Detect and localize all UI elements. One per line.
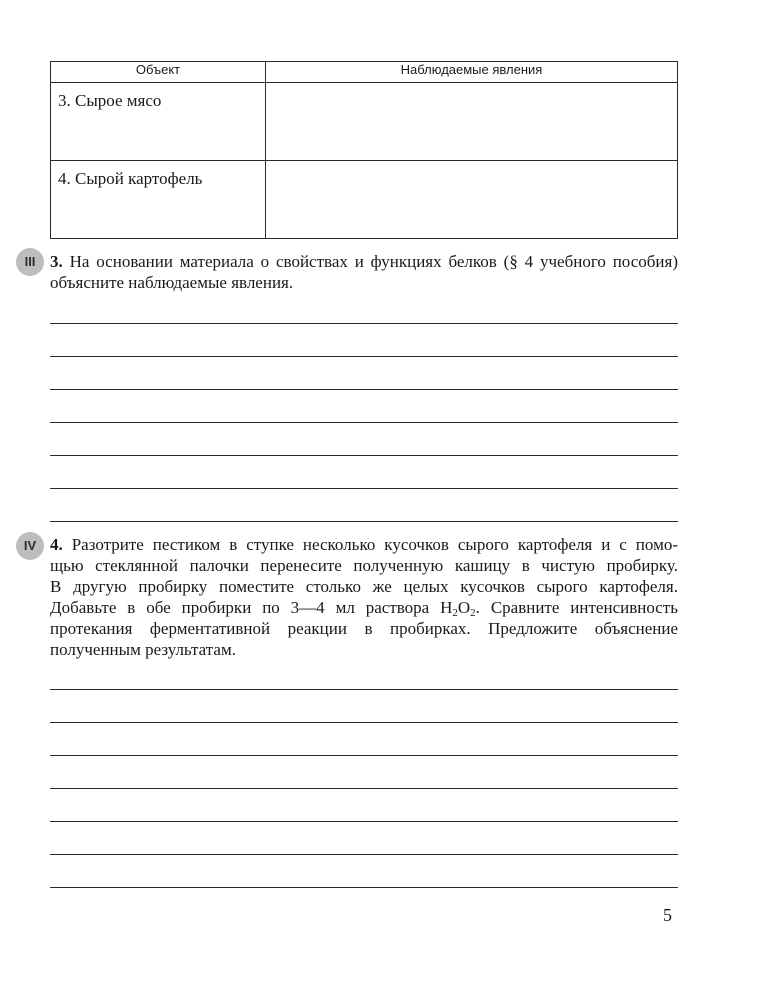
task-4-line-6: полученным результатам. xyxy=(50,640,236,659)
task-4-line-2: щью стеклянной палочки перенесите полученную кашицу в чистую пробирку. xyxy=(50,556,678,575)
column-header-object: Объект xyxy=(51,62,266,83)
answer-line[interactable] xyxy=(50,356,678,357)
answer-line[interactable] xyxy=(50,821,678,822)
task-4-line-4: Добавьте в обе пробирки по 3—4 мл раствора $H_2O_2$. Сравните интенсивность xyxy=(50,598,678,619)
observation-table xyxy=(50,61,678,239)
task-3-line-1: 3. На основании материала о свойствах и функциях белков (§ 4 учебного пособия) xyxy=(50,252,679,271)
table-header-row xyxy=(51,62,678,83)
task-marker-iii: III xyxy=(16,248,44,276)
answer-line[interactable] xyxy=(50,788,678,789)
page-number: 5 xyxy=(663,905,672,925)
task-3-text xyxy=(50,251,678,293)
object-cell: 3. Сырое мясо xyxy=(51,83,266,161)
answer-line[interactable] xyxy=(50,854,678,855)
answer-line[interactable] xyxy=(50,521,678,522)
task-4-line-1: 4. Разотрите пестиком в ступке несколько кусочков сырого картофеля и с помо- xyxy=(50,535,678,554)
answer-line[interactable] xyxy=(50,455,678,456)
answer-line[interactable] xyxy=(50,323,678,324)
table-row xyxy=(51,83,678,161)
object-cell: 4. Сырой картофель xyxy=(51,161,266,239)
task-marker-iv: IV xyxy=(16,532,44,560)
task-4-line-3: В другую пробирку поместите столько же целых кусочков сырого картофеля. xyxy=(50,577,678,596)
task-4-text xyxy=(50,534,678,660)
table-row xyxy=(51,161,678,239)
observation-cell[interactable] xyxy=(266,83,678,161)
task-3-line-2: объясните наблюдаемые явления. xyxy=(50,273,294,292)
answer-line[interactable] xyxy=(50,389,678,390)
task-4-number: 4. xyxy=(50,535,63,554)
answer-line[interactable] xyxy=(50,422,678,423)
observation-cell[interactable] xyxy=(266,161,678,239)
column-header-observations: Наблюдаемые явления xyxy=(266,62,678,83)
answer-line[interactable] xyxy=(50,689,678,690)
answer-line[interactable] xyxy=(50,755,678,756)
answer-line[interactable] xyxy=(50,887,678,888)
task-3-number: 3. xyxy=(50,252,63,271)
task-4-line-5: протекания ферментативной реакции в пробирках. Предложите объяснение xyxy=(50,619,678,638)
answer-line[interactable] xyxy=(50,488,678,489)
answer-line[interactable] xyxy=(50,722,678,723)
